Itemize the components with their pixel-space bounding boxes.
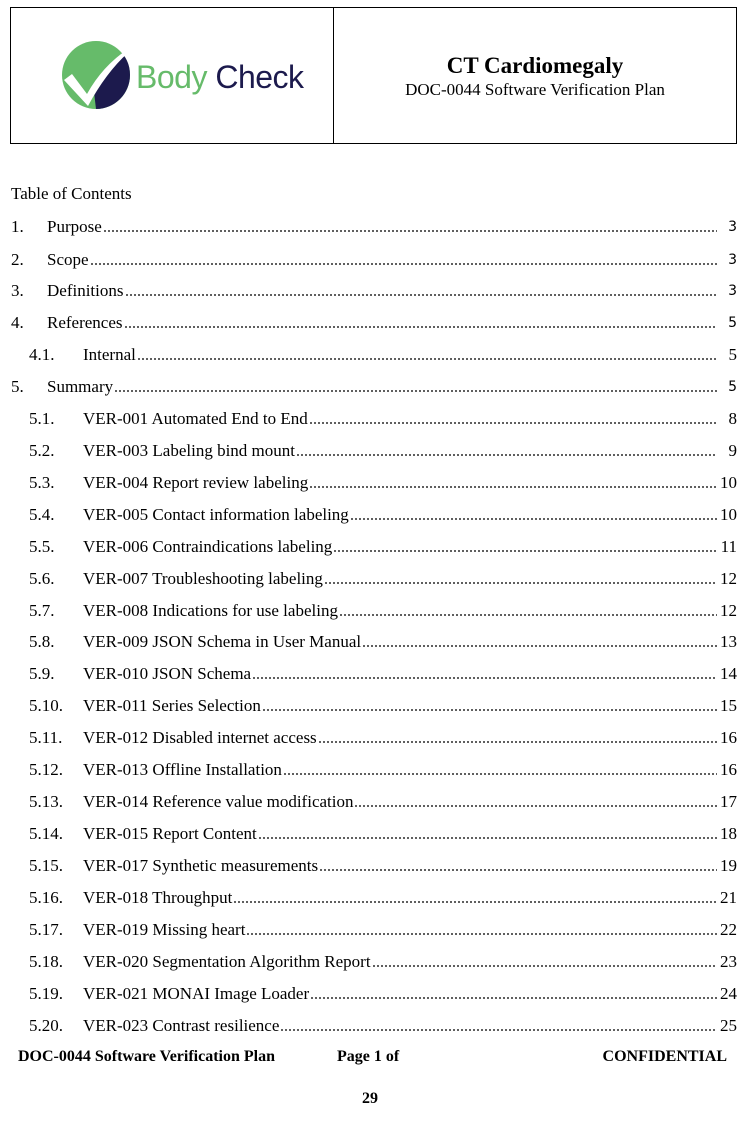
toc-dot-leader bbox=[339, 612, 717, 617]
toc-entry-link[interactable] bbox=[83, 856, 744, 876]
logo-word-check: Check bbox=[215, 59, 304, 95]
toc-entry-link[interactable] bbox=[83, 601, 744, 621]
toc-entry-link[interactable] bbox=[83, 473, 744, 493]
toc-entry[interactable] bbox=[0, 759, 744, 781]
toc-entry-label: Definitions bbox=[47, 281, 124, 300]
toc-entry[interactable] bbox=[0, 376, 744, 398]
toc-dot-leader bbox=[280, 1027, 717, 1032]
toc-dot-leader bbox=[90, 261, 717, 266]
footer-page-label: Page 1 of bbox=[337, 1048, 400, 1065]
toc-entry[interactable] bbox=[0, 504, 744, 526]
toc-entry-page: 3 bbox=[728, 283, 737, 299]
toc-entry-link[interactable] bbox=[83, 824, 744, 844]
toc-entry-number: 2. bbox=[11, 250, 24, 269]
toc-dot-leader bbox=[333, 548, 717, 553]
toc-entry-number: 5.17. bbox=[29, 920, 63, 939]
toc-entry-label: Internal bbox=[83, 345, 136, 364]
toc-entry-page: 10 bbox=[720, 473, 737, 492]
toc-dot-leader bbox=[252, 675, 717, 680]
toc-entry-label: VER-011 Series Selection bbox=[83, 696, 261, 715]
logo-word-body: Body bbox=[136, 59, 207, 95]
toc-entry-link[interactable] bbox=[47, 313, 744, 333]
toc-entry-link[interactable] bbox=[83, 760, 744, 780]
toc-entry-label: VER-003 Labeling bind mount bbox=[83, 441, 296, 460]
document-title: CT Cardiomegaly bbox=[446, 53, 624, 78]
toc-entry[interactable] bbox=[0, 919, 744, 941]
toc-entry-page: 19 bbox=[720, 856, 737, 875]
toc-entry-label: VER-019 Missing heart bbox=[83, 920, 246, 939]
toc-dot-leader bbox=[258, 835, 717, 840]
toc-entry-page: 24 bbox=[720, 984, 737, 1003]
toc-entry-number: 5.12. bbox=[29, 760, 63, 779]
toc-entry-page: 10 bbox=[720, 505, 737, 524]
toc-entry-page: 9 bbox=[728, 441, 737, 460]
toc-dot-leader bbox=[324, 580, 717, 585]
toc-dot-leader bbox=[310, 995, 717, 1000]
toc-entry-label: Scope bbox=[47, 250, 89, 269]
toc-dot-leader bbox=[362, 643, 717, 648]
toc-entry-page: 5 bbox=[728, 379, 737, 395]
toc-entry-link[interactable] bbox=[83, 696, 744, 716]
toc-entry-number: 5.5. bbox=[29, 537, 55, 556]
toc-entry-link[interactable] bbox=[83, 632, 744, 652]
company-logo bbox=[56, 34, 316, 118]
toc-entry-link[interactable] bbox=[83, 792, 744, 812]
toc-entry-link[interactable] bbox=[47, 217, 744, 237]
toc-dot-leader bbox=[319, 867, 717, 872]
toc-dot-leader bbox=[124, 324, 717, 329]
toc-entry-page: 3 bbox=[728, 252, 737, 268]
toc-entry[interactable] bbox=[0, 695, 744, 717]
toc-entry[interactable] bbox=[0, 791, 744, 813]
toc-entry-number: 4. bbox=[11, 313, 24, 332]
toc-entry-page: 11 bbox=[720, 537, 737, 556]
toc-entry-label: VER-012 Disabled internet access bbox=[83, 728, 317, 747]
toc-entry[interactable] bbox=[0, 631, 744, 653]
toc-entry-link[interactable] bbox=[47, 250, 744, 270]
toc-entry[interactable] bbox=[0, 344, 744, 366]
toc-entry-label: Purpose bbox=[47, 217, 102, 236]
toc-entry-page: 12 bbox=[720, 569, 737, 588]
toc-entry-label: Summary bbox=[47, 377, 114, 396]
toc-entry-label: VER-021 MONAI Image Loader bbox=[83, 984, 310, 1003]
toc-entry-label: VER-017 Synthetic measurements bbox=[83, 856, 319, 875]
toc-entry-page: 12 bbox=[720, 601, 737, 620]
toc-dot-leader bbox=[125, 292, 718, 297]
toc-entry-number: 5.15. bbox=[29, 856, 63, 875]
toc-dot-leader bbox=[283, 771, 717, 776]
toc-entry-link[interactable] bbox=[83, 441, 744, 461]
toc-entry-label: References bbox=[47, 313, 123, 332]
toc-entry-number: 5.1. bbox=[29, 409, 55, 428]
toc-entry-number: 5.4. bbox=[29, 505, 55, 524]
footer-document-name: DOC-0044 Software Verification Plan bbox=[18, 1048, 276, 1065]
toc-dot-leader bbox=[103, 228, 717, 233]
logo-wordmark bbox=[136, 59, 304, 95]
toc-entry-page: 22 bbox=[720, 920, 737, 939]
toc-entry-number: 1. bbox=[11, 217, 24, 236]
toc-entry[interactable] bbox=[0, 983, 744, 1005]
toc-entry-number: 5.10. bbox=[29, 696, 63, 715]
toc-entry[interactable] bbox=[0, 312, 744, 334]
toc-entry-label: VER-015 Report Content bbox=[83, 824, 257, 843]
toc-entry-number: 5.13. bbox=[29, 792, 63, 811]
footer-confidential: CONFIDENTIAL bbox=[602, 1048, 727, 1065]
toc-entry[interactable] bbox=[0, 663, 744, 685]
toc-entry-link[interactable] bbox=[83, 537, 744, 557]
toc-heading: Table of Contents bbox=[11, 184, 132, 203]
toc-entry-label: VER-007 Troubleshooting labeling bbox=[83, 569, 323, 588]
checkmark-logo-icon bbox=[56, 34, 146, 118]
toc-entry-page: 18 bbox=[720, 824, 737, 843]
toc-entry-link[interactable] bbox=[83, 984, 744, 1004]
toc-entry[interactable] bbox=[0, 568, 744, 590]
page-footer bbox=[0, 1046, 744, 1116]
toc-dot-leader bbox=[309, 484, 717, 489]
toc-entry-number: 5.16. bbox=[29, 888, 63, 907]
toc-entry-link[interactable] bbox=[83, 505, 744, 525]
toc-entry-link[interactable] bbox=[47, 377, 744, 397]
toc-entry-page: 8 bbox=[728, 409, 737, 428]
toc-entry-page: 5 bbox=[728, 315, 737, 331]
toc-entry-link[interactable] bbox=[83, 569, 744, 589]
toc-entry[interactable] bbox=[0, 855, 744, 877]
toc-dot-leader bbox=[233, 899, 717, 904]
toc-entry-number: 5.19. bbox=[29, 984, 63, 1003]
toc-dot-leader bbox=[246, 931, 717, 936]
toc-entry[interactable] bbox=[0, 823, 744, 845]
toc-entry-link[interactable] bbox=[83, 888, 744, 908]
toc-entry[interactable] bbox=[0, 472, 744, 494]
toc-entry[interactable] bbox=[0, 440, 744, 462]
toc-entry-link[interactable] bbox=[83, 728, 744, 748]
toc-dot-leader bbox=[318, 739, 717, 744]
toc-dot-leader bbox=[372, 963, 717, 968]
toc-entry-link[interactable] bbox=[83, 920, 744, 940]
toc-entry-link[interactable] bbox=[83, 952, 744, 972]
toc-entry-label: VER-013 Offline Installation bbox=[83, 760, 282, 779]
toc-entry-link[interactable] bbox=[83, 1016, 744, 1036]
toc-entry-page: 21 bbox=[720, 888, 737, 907]
toc-entry-link[interactable] bbox=[47, 281, 744, 301]
toc-entry-page: 23 bbox=[720, 952, 737, 971]
toc-entry-number: 5.3. bbox=[29, 473, 55, 492]
toc-entry[interactable] bbox=[0, 600, 744, 622]
toc-dot-leader bbox=[114, 388, 717, 393]
toc-entry-page: 13 bbox=[720, 632, 737, 651]
toc-dot-leader bbox=[137, 356, 717, 361]
toc-entry-page: 14 bbox=[720, 664, 737, 683]
toc-entry-label: VER-001 Automated End to End bbox=[83, 409, 308, 428]
footer-total-pages: 29 bbox=[362, 1090, 378, 1107]
toc-dot-leader bbox=[309, 420, 717, 425]
toc-entry-number: 5.18. bbox=[29, 952, 63, 971]
toc-entry-number: 5.20. bbox=[29, 1016, 63, 1035]
logo-cell bbox=[11, 8, 334, 143]
toc-entry[interactable] bbox=[0, 408, 744, 430]
document-subtitle: DOC-0044 Software Verification Plan bbox=[405, 80, 665, 99]
toc-dot-leader bbox=[350, 516, 717, 521]
toc-entry[interactable] bbox=[0, 951, 744, 973]
toc-entry[interactable] bbox=[0, 887, 744, 909]
toc-entry-label: VER-020 Segmentation Algorithm Report bbox=[83, 952, 371, 971]
toc-entry-number: 5. bbox=[11, 377, 24, 396]
toc-entry[interactable] bbox=[0, 727, 744, 749]
toc-entry-label: VER-023 Contrast resilience bbox=[83, 1016, 280, 1035]
toc-entry-number: 5.9. bbox=[29, 664, 55, 683]
toc-entry[interactable] bbox=[0, 280, 744, 302]
toc-entry-page: 5 bbox=[728, 345, 737, 364]
toc-entry-label: VER-014 Reference value modification bbox=[83, 792, 354, 811]
toc-entry-page: 15 bbox=[720, 696, 737, 715]
title-cell bbox=[334, 8, 736, 143]
toc-entry[interactable] bbox=[0, 249, 744, 271]
document-header bbox=[10, 7, 737, 144]
toc-entry-label: VER-009 JSON Schema in User Manual bbox=[83, 632, 362, 651]
toc-entry-label: VER-008 Indications for use labeling bbox=[83, 601, 338, 620]
toc-dot-leader bbox=[354, 803, 717, 808]
toc-entry[interactable] bbox=[0, 216, 744, 238]
toc-entry-label: VER-010 JSON Schema bbox=[83, 664, 252, 683]
toc-entry-number: 4.1. bbox=[29, 345, 55, 364]
toc-entry-link[interactable] bbox=[83, 664, 744, 684]
toc-entry-link[interactable] bbox=[83, 345, 744, 365]
toc-entry[interactable] bbox=[0, 1015, 744, 1037]
toc-entry-label: VER-018 Throughput bbox=[83, 888, 233, 907]
toc-entry-page: 3 bbox=[728, 219, 737, 235]
toc-entry-page: 25 bbox=[720, 1016, 737, 1035]
toc-entry-number: 5.14. bbox=[29, 824, 63, 843]
toc-entry-number: 5.11. bbox=[29, 728, 63, 747]
toc-entry-number: 3. bbox=[11, 281, 24, 300]
toc-entry-label: VER-006 Contraindications labeling bbox=[83, 537, 333, 556]
toc-entry-number: 5.2. bbox=[29, 441, 55, 460]
toc-entry-label: VER-005 Contact information labeling bbox=[83, 505, 349, 524]
toc-entry-number: 5.6. bbox=[29, 569, 55, 588]
toc-entry[interactable] bbox=[0, 536, 744, 558]
toc-dot-leader bbox=[296, 452, 717, 457]
toc-entry-page: 16 bbox=[720, 728, 737, 747]
toc-entry-page: 17 bbox=[720, 792, 737, 811]
toc-entry-number: 5.8. bbox=[29, 632, 55, 651]
toc-entry-number: 5.7. bbox=[29, 601, 55, 620]
toc-entry-label: VER-004 Report review labeling bbox=[83, 473, 309, 492]
toc-dot-leader bbox=[262, 707, 717, 712]
toc-entry-page: 16 bbox=[720, 760, 737, 779]
toc-entry-link[interactable] bbox=[83, 409, 744, 429]
